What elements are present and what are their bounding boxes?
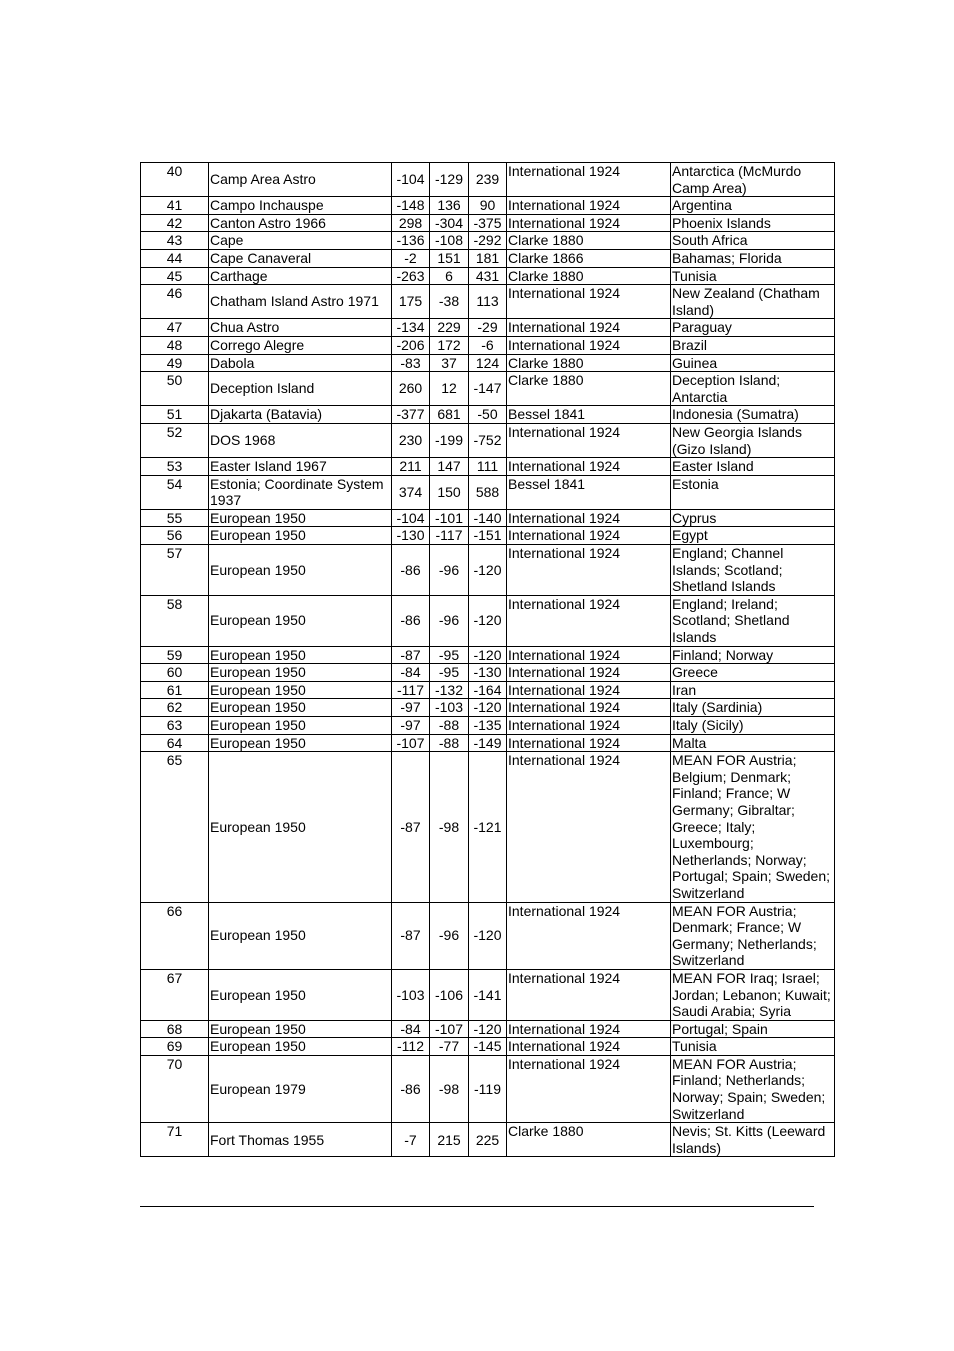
datum-number-cell: 58 [141, 595, 209, 646]
datum-number-cell: 52 [141, 423, 209, 457]
region-cell: Bahamas; Florida [671, 249, 835, 267]
datum-number-cell: 40 [141, 163, 209, 197]
delta-x-cell: -87 [392, 646, 430, 664]
delta-y-cell: 147 [430, 458, 469, 476]
delta-z-cell: -145 [469, 1038, 507, 1056]
delta-x-cell: -84 [392, 1020, 430, 1038]
datum-number-cell: 43 [141, 232, 209, 250]
delta-z-cell: 124 [469, 354, 507, 372]
region-cell: Egypt [671, 527, 835, 545]
region-cell: Italy (Sicily) [671, 717, 835, 735]
delta-y-cell: -96 [430, 595, 469, 646]
datum-number-cell: 41 [141, 197, 209, 215]
table-row [141, 232, 835, 250]
region-cell: Cyprus [671, 509, 835, 527]
ellipsoid-cell: International 1924 [507, 527, 671, 545]
delta-y-cell: 136 [430, 197, 469, 215]
delta-x-cell: -97 [392, 717, 430, 735]
ellipsoid-cell: International 1924 [507, 734, 671, 752]
ellipsoid-cell: International 1924 [507, 752, 671, 902]
region-cell: Guinea [671, 354, 835, 372]
ellipsoid-cell: International 1924 [507, 197, 671, 215]
datum-name-cell: Canton Astro 1966 [209, 214, 392, 232]
region-cell: Greece [671, 664, 835, 682]
delta-y-cell: -108 [430, 232, 469, 250]
delta-x-cell: -83 [392, 354, 430, 372]
delta-y-cell: -98 [430, 1055, 469, 1122]
delta-y-cell: -117 [430, 527, 469, 545]
region-cell: New Zealand (Chatham Island) [671, 285, 835, 319]
region-cell: New Georgia Islands (Gizo Island) [671, 423, 835, 457]
table-row [141, 163, 835, 197]
ellipsoid-cell: International 1924 [507, 319, 671, 337]
datum-number-cell: 48 [141, 336, 209, 354]
delta-z-cell: -149 [469, 734, 507, 752]
region-cell: Paraguay [671, 319, 835, 337]
ellipsoid-cell: International 1924 [507, 595, 671, 646]
delta-x-cell: -86 [392, 1055, 430, 1122]
delta-y-cell: -106 [430, 969, 469, 1020]
delta-y-cell: 37 [430, 354, 469, 372]
datum-name-cell: European 1950 [209, 1038, 392, 1056]
delta-x-cell: -104 [392, 163, 430, 197]
delta-z-cell: 90 [469, 197, 507, 215]
delta-z-cell: -6 [469, 336, 507, 354]
region-cell: Estonia [671, 475, 835, 509]
region-cell: MEAN FOR Austria; Denmark; France; W Germany; Netherlands; Switzerland [671, 902, 835, 969]
table-row [141, 249, 835, 267]
ellipsoid-cell: International 1924 [507, 646, 671, 664]
datum-number-cell: 46 [141, 285, 209, 319]
datum-number-cell: 45 [141, 267, 209, 285]
delta-z-cell: -130 [469, 664, 507, 682]
region-cell: Deception Island; Antarctia [671, 372, 835, 406]
delta-x-cell: -377 [392, 406, 430, 424]
region-cell: Phoenix Islands [671, 214, 835, 232]
datum-number-cell: 59 [141, 646, 209, 664]
datum-name-cell: European 1950 [209, 1020, 392, 1038]
delta-x-cell: -134 [392, 319, 430, 337]
region-cell: Malta [671, 734, 835, 752]
datum-name-cell: European 1979 [209, 1055, 392, 1122]
table-row [141, 319, 835, 337]
datum-name-cell: European 1950 [209, 595, 392, 646]
table-row [141, 372, 835, 406]
delta-y-cell: -38 [430, 285, 469, 319]
ellipsoid-cell: Clarke 1880 [507, 267, 671, 285]
table-row [141, 527, 835, 545]
delta-z-cell: -120 [469, 1020, 507, 1038]
datum-number-cell: 62 [141, 699, 209, 717]
table-row [141, 595, 835, 646]
delta-z-cell: -119 [469, 1055, 507, 1122]
delta-x-cell: -104 [392, 509, 430, 527]
datum-number-cell: 64 [141, 734, 209, 752]
datum-name-cell: Cape [209, 232, 392, 250]
delta-y-cell: -95 [430, 646, 469, 664]
delta-x-cell: 260 [392, 372, 430, 406]
region-cell: Brazil [671, 336, 835, 354]
delta-z-cell: -120 [469, 545, 507, 596]
table-row [141, 406, 835, 424]
datum-number-cell: 49 [141, 354, 209, 372]
table-row [141, 717, 835, 735]
datum-name-cell: European 1950 [209, 902, 392, 969]
delta-z-cell: -375 [469, 214, 507, 232]
region-cell: Argentina [671, 197, 835, 215]
datum-name-cell: European 1950 [209, 699, 392, 717]
delta-x-cell: 298 [392, 214, 430, 232]
delta-y-cell: -129 [430, 163, 469, 197]
datum-name-cell: Cape Canaveral [209, 249, 392, 267]
datum-name-cell: European 1950 [209, 752, 392, 902]
delta-x-cell: -87 [392, 902, 430, 969]
delta-z-cell: -141 [469, 969, 507, 1020]
ellipsoid-cell: Bessel 1841 [507, 475, 671, 509]
datum-name-cell: Djakarta (Batavia) [209, 406, 392, 424]
ellipsoid-cell: International 1924 [507, 423, 671, 457]
ellipsoid-cell: Clarke 1880 [507, 372, 671, 406]
region-cell: Antarctica (McMurdo Camp Area) [671, 163, 835, 197]
datum-number-cell: 61 [141, 681, 209, 699]
ellipsoid-cell: International 1924 [507, 1055, 671, 1122]
datum-number-cell: 68 [141, 1020, 209, 1038]
delta-x-cell: -148 [392, 197, 430, 215]
table-row [141, 1123, 835, 1157]
datum-name-cell: Deception Island [209, 372, 392, 406]
table-row [141, 336, 835, 354]
region-cell: Tunisia [671, 267, 835, 285]
ellipsoid-cell: International 1924 [507, 336, 671, 354]
region-cell: Indonesia (Sumatra) [671, 406, 835, 424]
table-row [141, 458, 835, 476]
table-row [141, 1038, 835, 1056]
table-row [141, 699, 835, 717]
delta-y-cell: 229 [430, 319, 469, 337]
delta-x-cell: -84 [392, 664, 430, 682]
delta-x-cell: 211 [392, 458, 430, 476]
table-row [141, 752, 835, 902]
datum-name-cell: Dabola [209, 354, 392, 372]
datum-number-cell: 56 [141, 527, 209, 545]
datum-name-cell: Easter Island 1967 [209, 458, 392, 476]
delta-z-cell: -147 [469, 372, 507, 406]
delta-x-cell: 230 [392, 423, 430, 457]
datum-name-cell: Chua Astro [209, 319, 392, 337]
datum-name-cell: European 1950 [209, 681, 392, 699]
delta-z-cell: 181 [469, 249, 507, 267]
delta-y-cell: -95 [430, 664, 469, 682]
ellipsoid-cell: International 1924 [507, 545, 671, 596]
ellipsoid-cell: International 1924 [507, 1038, 671, 1056]
delta-y-cell: 151 [430, 249, 469, 267]
datum-name-cell: European 1950 [209, 527, 392, 545]
datum-name-cell: European 1950 [209, 969, 392, 1020]
table-row [141, 423, 835, 457]
delta-y-cell: -304 [430, 214, 469, 232]
ellipsoid-cell: Clarke 1880 [507, 1123, 671, 1157]
delta-z-cell: 239 [469, 163, 507, 197]
datum-number-cell: 70 [141, 1055, 209, 1122]
delta-z-cell: -752 [469, 423, 507, 457]
delta-z-cell: -120 [469, 646, 507, 664]
datum-number-cell: 42 [141, 214, 209, 232]
datum-table [140, 162, 835, 1157]
datum-number-cell: 65 [141, 752, 209, 902]
delta-z-cell: -120 [469, 699, 507, 717]
datum-number-cell: 51 [141, 406, 209, 424]
datum-number-cell: 53 [141, 458, 209, 476]
datum-number-cell: 69 [141, 1038, 209, 1056]
datum-name-cell: Estonia; Coordinate System 1937 [209, 475, 392, 509]
region-cell: Iran [671, 681, 835, 699]
delta-x-cell: -86 [392, 595, 430, 646]
table-row [141, 664, 835, 682]
table-row [141, 214, 835, 232]
delta-z-cell: 588 [469, 475, 507, 509]
datum-name-cell: Carthage [209, 267, 392, 285]
datum-name-cell: European 1950 [209, 717, 392, 735]
region-cell: England; Channel Islands; Scotland; Shetland Islands [671, 545, 835, 596]
delta-y-cell: 681 [430, 406, 469, 424]
datum-number-cell: 63 [141, 717, 209, 735]
table-row [141, 354, 835, 372]
ellipsoid-cell: International 1924 [507, 699, 671, 717]
delta-x-cell: -130 [392, 527, 430, 545]
delta-z-cell: -120 [469, 902, 507, 969]
delta-y-cell: 215 [430, 1123, 469, 1157]
delta-y-cell: -132 [430, 681, 469, 699]
delta-y-cell: -101 [430, 509, 469, 527]
datum-number-cell: 71 [141, 1123, 209, 1157]
region-cell: Tunisia [671, 1038, 835, 1056]
delta-x-cell: -87 [392, 752, 430, 902]
delta-x-cell: -86 [392, 545, 430, 596]
region-cell: MEAN FOR Austria; Belgium; Denmark; Finland; France; W Germany; Gibraltar; Greece; Italy; Luxembourg; Netherlands; Norway; Portugal; Spain; Sweden; Switzerland [671, 752, 835, 902]
delta-y-cell: -96 [430, 902, 469, 969]
region-cell: MEAN FOR Austria; Finland; Netherlands; Norway; Spain; Sweden; Switzerland [671, 1055, 835, 1122]
region-cell: South Africa [671, 232, 835, 250]
table-row [141, 902, 835, 969]
delta-y-cell: -88 [430, 717, 469, 735]
datum-name-cell: Fort Thomas 1955 [209, 1123, 392, 1157]
datum-name-cell: European 1950 [209, 646, 392, 664]
table-row [141, 1020, 835, 1038]
ellipsoid-cell: International 1924 [507, 717, 671, 735]
datum-name-cell: European 1950 [209, 545, 392, 596]
delta-z-cell: -135 [469, 717, 507, 735]
table-row [141, 969, 835, 1020]
datum-name-cell: European 1950 [209, 734, 392, 752]
datum-name-cell: Camp Area Astro [209, 163, 392, 197]
delta-z-cell: -29 [469, 319, 507, 337]
delta-x-cell: 175 [392, 285, 430, 319]
datum-number-cell: 47 [141, 319, 209, 337]
delta-y-cell: -77 [430, 1038, 469, 1056]
delta-z-cell: -50 [469, 406, 507, 424]
delta-x-cell: -206 [392, 336, 430, 354]
delta-y-cell: -88 [430, 734, 469, 752]
datum-name-cell: DOS 1968 [209, 423, 392, 457]
datum-number-cell: 60 [141, 664, 209, 682]
delta-z-cell: -140 [469, 509, 507, 527]
table-row [141, 545, 835, 596]
region-cell: Easter Island [671, 458, 835, 476]
delta-y-cell: -107 [430, 1020, 469, 1038]
ellipsoid-cell: International 1924 [507, 458, 671, 476]
delta-y-cell: 12 [430, 372, 469, 406]
datum-number-cell: 67 [141, 969, 209, 1020]
delta-x-cell: -7 [392, 1123, 430, 1157]
datum-name-cell: European 1950 [209, 509, 392, 527]
datum-number-cell: 57 [141, 545, 209, 596]
datum-number-cell: 55 [141, 509, 209, 527]
region-cell: England; Ireland; Scotland; Shetland Islands [671, 595, 835, 646]
delta-z-cell: 111 [469, 458, 507, 476]
table-row [141, 1055, 835, 1122]
delta-x-cell: -112 [392, 1038, 430, 1056]
ellipsoid-cell: International 1924 [507, 969, 671, 1020]
delta-z-cell: -292 [469, 232, 507, 250]
delta-z-cell: -120 [469, 595, 507, 646]
ellipsoid-cell: International 1924 [507, 214, 671, 232]
ellipsoid-cell: Bessel 1841 [507, 406, 671, 424]
delta-z-cell: 431 [469, 267, 507, 285]
table-row [141, 681, 835, 699]
ellipsoid-cell: Clarke 1880 [507, 232, 671, 250]
datum-table-body [141, 163, 835, 1157]
datum-name-cell: Campo Inchauspe [209, 197, 392, 215]
delta-y-cell: -96 [430, 545, 469, 596]
footer-rule [140, 1206, 814, 1207]
datum-number-cell: 44 [141, 249, 209, 267]
datum-name-cell: European 1950 [209, 664, 392, 682]
delta-z-cell: 225 [469, 1123, 507, 1157]
delta-z-cell: -121 [469, 752, 507, 902]
datum-name-cell: Chatham Island Astro 1971 [209, 285, 392, 319]
ellipsoid-cell: International 1924 [507, 509, 671, 527]
delta-x-cell: -103 [392, 969, 430, 1020]
ellipsoid-cell: Clarke 1880 [507, 354, 671, 372]
datum-number-cell: 66 [141, 902, 209, 969]
delta-z-cell: 113 [469, 285, 507, 319]
delta-y-cell: 172 [430, 336, 469, 354]
ellipsoid-cell: International 1924 [507, 163, 671, 197]
region-cell: Finland; Norway [671, 646, 835, 664]
delta-x-cell: -2 [392, 249, 430, 267]
ellipsoid-cell: International 1924 [507, 902, 671, 969]
delta-y-cell: -199 [430, 423, 469, 457]
region-cell: Portugal; Spain [671, 1020, 835, 1038]
table-row [141, 646, 835, 664]
region-cell: Italy (Sardinia) [671, 699, 835, 717]
ellipsoid-cell: International 1924 [507, 681, 671, 699]
ellipsoid-cell: Clarke 1866 [507, 249, 671, 267]
delta-x-cell: -263 [392, 267, 430, 285]
delta-x-cell: -117 [392, 681, 430, 699]
delta-x-cell: -136 [392, 232, 430, 250]
delta-y-cell: -98 [430, 752, 469, 902]
delta-z-cell: -164 [469, 681, 507, 699]
table-row [141, 734, 835, 752]
table-row [141, 267, 835, 285]
table-row [141, 475, 835, 509]
delta-y-cell: -103 [430, 699, 469, 717]
ellipsoid-cell: International 1924 [507, 1020, 671, 1038]
region-cell: MEAN FOR Iraq; Israel; Jordan; Lebanon; Kuwait; Saudi Arabia; Syria [671, 969, 835, 1020]
datum-name-cell: Corrego Alegre [209, 336, 392, 354]
ellipsoid-cell: International 1924 [507, 664, 671, 682]
ellipsoid-cell: International 1924 [507, 285, 671, 319]
delta-y-cell: 6 [430, 267, 469, 285]
delta-x-cell: -97 [392, 699, 430, 717]
table-row [141, 285, 835, 319]
region-cell: Nevis; St. Kitts (Leeward Islands) [671, 1123, 835, 1157]
delta-x-cell: -107 [392, 734, 430, 752]
table-row [141, 509, 835, 527]
delta-z-cell: -151 [469, 527, 507, 545]
datum-number-cell: 54 [141, 475, 209, 509]
delta-x-cell: 374 [392, 475, 430, 509]
table-row [141, 197, 835, 215]
delta-y-cell: 150 [430, 475, 469, 509]
datum-number-cell: 50 [141, 372, 209, 406]
